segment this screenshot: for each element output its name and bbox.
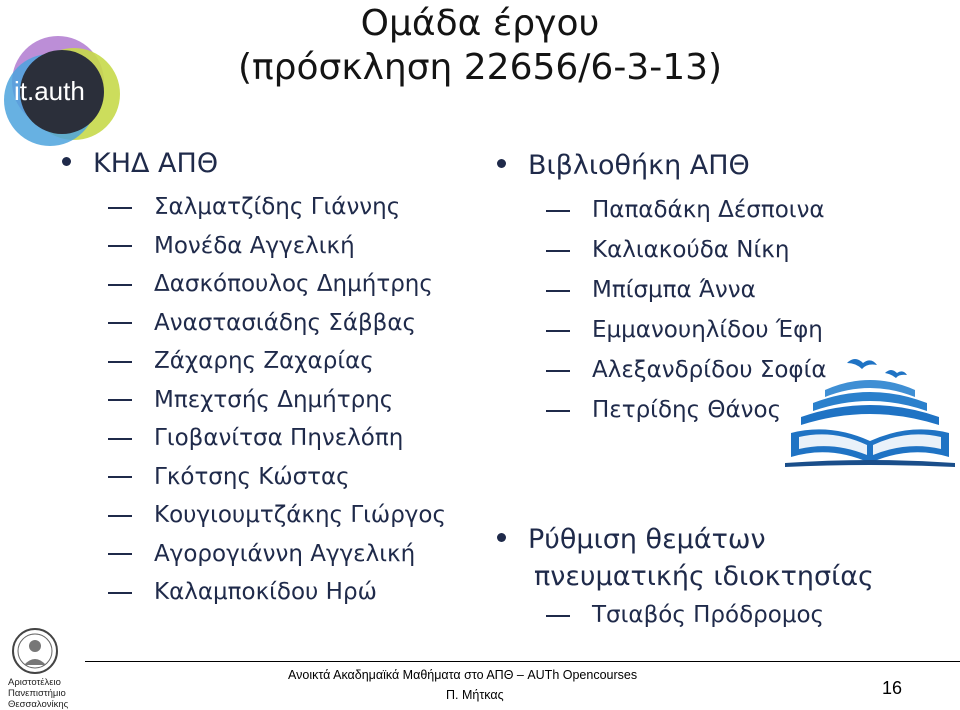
open-book-icon	[785, 345, 955, 470]
left-heading-text: ΚΗΔ ΑΠΘ	[93, 148, 219, 179]
list-item	[108, 231, 446, 261]
member-name: Γιοβανίτσα Πηνελόπη	[154, 425, 404, 451]
library-heading	[497, 150, 750, 182]
list-item	[108, 346, 446, 376]
page-number: 16	[882, 678, 903, 698]
dash-icon	[546, 370, 570, 372]
logo-text: it.auth	[14, 76, 85, 106]
list-item	[546, 600, 824, 630]
left-heading	[62, 148, 218, 180]
list-item	[108, 192, 446, 222]
dash-icon	[108, 476, 132, 478]
book-illustration	[785, 345, 955, 470]
dash-icon	[546, 615, 570, 617]
member-name: Αγορογιάννη Αγγελική	[154, 540, 416, 567]
dash-icon	[108, 438, 132, 440]
list-item	[108, 385, 446, 415]
member-name: Τσιαβός Πρόδρομος	[592, 602, 825, 628]
list-item	[108, 577, 446, 607]
member-name: Ζάχαρης Ζαχαρίας	[154, 348, 374, 374]
member-name: Πετρίδης Θάνος	[592, 397, 782, 423]
university-line-2: Πανεπιστήμιο	[8, 688, 66, 699]
member-name: Καλαμποκίδου Ηρώ	[154, 579, 377, 605]
ip-members-list	[546, 600, 824, 630]
member-name: Παπαδάκη Δέσποινα	[592, 197, 825, 223]
member-name: Μονέδα Αγγελική	[154, 232, 355, 259]
list-item	[108, 462, 446, 492]
ip-heading-line-1: Ρύθμιση θεμάτων	[528, 524, 766, 555]
slide-title	[180, 2, 780, 90]
dash-icon	[108, 207, 132, 209]
bullet-icon	[497, 533, 506, 542]
university-line-1: Αριστοτέλειο	[8, 677, 61, 688]
list-item	[108, 500, 446, 530]
university-seal	[8, 627, 62, 675]
member-name: Εμμανουηλίδου Έφη	[592, 317, 823, 343]
member-name: Σαλματζίδης Γιάννης	[154, 194, 401, 220]
university-name	[8, 677, 68, 710]
footer-course-text: Ανοικτά Ακαδημαϊκά Μαθήματα στο ΑΠΘ – AUTh Opencourses	[288, 668, 638, 682]
itauth-logo	[0, 30, 130, 160]
dash-icon	[108, 399, 132, 401]
dash-icon	[546, 290, 570, 292]
dash-icon	[546, 250, 570, 252]
dash-icon	[546, 330, 570, 332]
dash-icon	[108, 284, 132, 286]
dash-icon	[108, 245, 132, 247]
footer-divider	[85, 661, 960, 662]
list-item	[108, 308, 446, 338]
library-heading-text: Βιβλιοθήκη ΑΠΘ	[528, 150, 750, 181]
bullet-icon	[497, 159, 506, 168]
university-seal-icon	[8, 627, 62, 675]
member-name: Μπίσμπα Άννα	[592, 277, 756, 303]
member-name: Δασκόπουλος Δημήτρης	[154, 271, 433, 297]
member-name: Αναστασιάδης Σάββας	[154, 309, 417, 336]
dash-icon	[546, 210, 570, 212]
list-item	[546, 275, 827, 305]
member-name: Γκότσης Κώστας	[154, 463, 350, 490]
university-line-3: Θεσσαλονίκης	[8, 699, 69, 710]
bullet-icon	[62, 157, 71, 166]
list-item	[546, 315, 827, 345]
list-item	[546, 195, 827, 225]
member-name: Καλιακούδα Νίκη	[592, 237, 790, 263]
title-line-1: Ομάδα έργου	[360, 3, 600, 44]
ip-heading-line-2: πνευματικής ιδιοκτησίας	[534, 561, 874, 592]
list-item	[108, 539, 446, 569]
member-name: Κουγιουμτζάκης Γιώργος	[154, 502, 446, 528]
left-members-list	[108, 192, 446, 616]
list-item	[108, 269, 446, 299]
ip-heading-continued	[534, 558, 874, 595]
dash-icon	[108, 592, 132, 594]
ip-heading	[497, 521, 766, 558]
member-name: Μπεχτσής Δημήτρης	[154, 386, 394, 413]
dash-icon	[108, 322, 132, 324]
dash-icon	[108, 361, 132, 363]
title-line-2: (πρόσκληση 22656/6-3-13)	[237, 47, 723, 88]
list-item	[108, 423, 446, 453]
dash-icon	[108, 515, 132, 517]
dash-icon	[546, 410, 570, 412]
member-name: Αλεξανδρίδου Σοφία	[592, 357, 827, 383]
dash-icon	[108, 553, 132, 555]
footer-author: Π. Μήτκας	[446, 688, 504, 702]
list-item	[546, 235, 827, 265]
